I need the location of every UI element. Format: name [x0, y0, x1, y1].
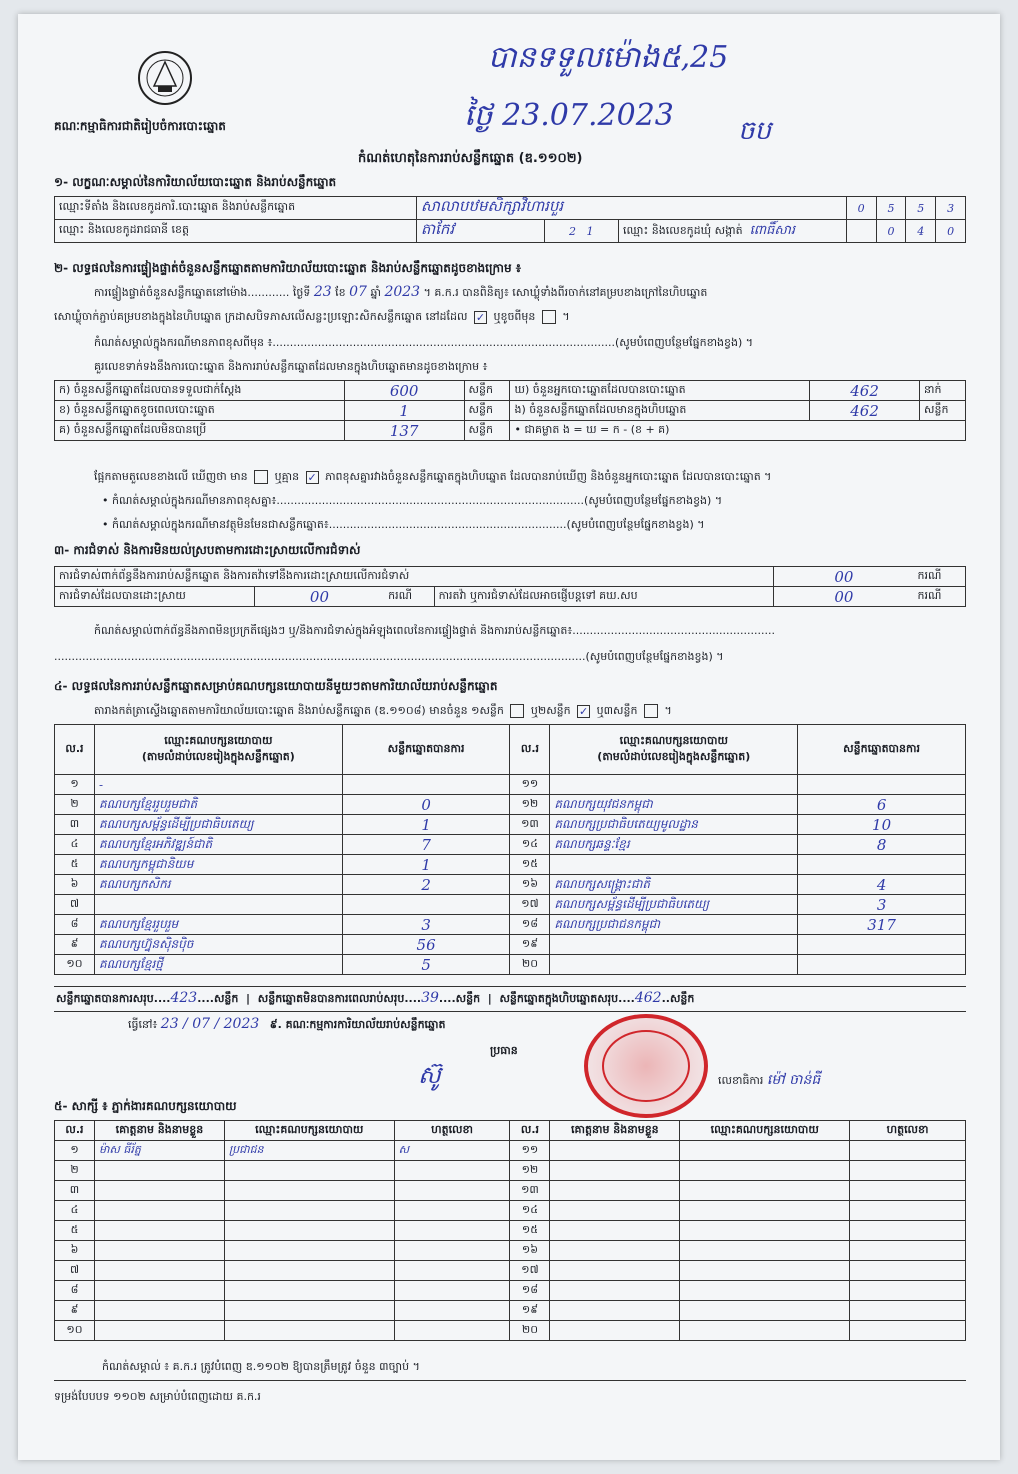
witness-name-field[interactable] [550, 1221, 680, 1241]
official-stamp-icon [584, 1014, 708, 1118]
table-row [55, 1221, 966, 1241]
row-number: ២០ [510, 1321, 550, 1341]
row-number: ១៣ [510, 1181, 550, 1201]
commune-label: ឈ្មោះ និងលេខកូដឃុំ សង្កាត់ ពោធិ៍សារ [619, 220, 847, 243]
witness-signature-field[interactable]: ស [394, 1141, 510, 1161]
witness-name-field[interactable] [94, 1261, 224, 1281]
row-number: ១៨ [510, 1281, 550, 1301]
witness-party-field[interactable] [680, 1241, 850, 1261]
row-number: ១៧ [510, 1261, 550, 1281]
row-number: ១០ [55, 955, 95, 975]
table-row [55, 915, 966, 935]
row-number: ១៦ [510, 875, 550, 895]
party-votes-field[interactable]: 2 [342, 875, 510, 895]
table-row [55, 775, 966, 795]
witness-party-field[interactable] [224, 1241, 394, 1261]
witness-signature-field[interactable] [394, 1221, 510, 1241]
party-votes-field[interactable]: 8 [798, 835, 966, 855]
secretary-name[interactable]: ម៉ៅ ចាន់ធី [766, 1072, 821, 1088]
witness-party-field[interactable] [680, 1301, 850, 1321]
party-votes-field[interactable]: 3 [798, 895, 966, 915]
witness-name-field[interactable] [94, 1161, 224, 1181]
witness-party-field[interactable] [224, 1201, 394, 1221]
row-number: ១១ [510, 1141, 550, 1161]
province-field[interactable]: តាកែវ [416, 220, 544, 243]
received-count[interactable]: 600 [344, 381, 464, 401]
row-number: ១ [55, 775, 95, 795]
location-label: ឈ្មោះទីតាំង និងលេខកូដការិ.បោះឆ្នោត និងរាប់សន្លឹកឆ្នោត [55, 197, 417, 220]
party-name-field[interactable]: គណបក្សហ្វ៊ុនស៊ិនប៉ិច [94, 935, 342, 955]
tally-sheet-line: តារាងកត់ត្រាស្ទើងឆ្នោតតាមការិយាល័យបោះឆ្នោត និងរាប់សន្លឹកឆ្នោត (ឌ.១១០៨) មានចំនួន ១សន្លឹក ឬ២សន្លឹក ✓ ឬ៣សន្លឹក ។ [94, 704, 672, 718]
witness-name-field[interactable] [550, 1201, 680, 1221]
witness-party-field[interactable] [224, 1321, 394, 1341]
row-number: ៧ [55, 895, 95, 915]
party-name-field[interactable]: គណបក្សឆន្ទៈខ្មែរ [550, 835, 798, 855]
province-code[interactable]: 2 1 [544, 220, 618, 243]
row-number: ១៥ [510, 855, 550, 875]
witness-party-field[interactable] [680, 1161, 850, 1181]
row-number: ១៩ [510, 935, 550, 955]
commune-field[interactable]: ពោធិ៍សារ [749, 222, 795, 238]
party-votes-field[interactable]: 10 [798, 815, 966, 835]
witness-signature-field[interactable] [850, 1321, 966, 1341]
party-votes-field[interactable] [342, 895, 510, 915]
party-votes-field[interactable]: 6 [798, 795, 966, 815]
province-label: ឈ្មោះ និងលេខកូដរាជធានី ខេត្ត [55, 220, 417, 243]
witness-name-field[interactable] [94, 1321, 224, 1341]
witness-party-field[interactable] [680, 1221, 850, 1241]
witness-signature-field[interactable] [850, 1301, 966, 1321]
witness-name-field[interactable] [550, 1281, 680, 1301]
row-number: ៥ [55, 855, 95, 875]
table-row [55, 1321, 966, 1341]
row-number: ១០ [55, 1321, 95, 1341]
section4-heading: ៤- លទ្ធផលនៃការរាប់សន្លឹកឆ្នោតសម្រាប់គណបក្សនយោបាយនីមួយៗតាមការិយាល័យរាប់សន្លឹកឆ្នោត [54, 679, 498, 693]
witness-signature-field[interactable] [394, 1281, 510, 1301]
witness-signature-field[interactable] [850, 1181, 966, 1201]
section2-heading: ២- លទ្ធផលនៃការផ្ទៀងផ្ទាត់ចំនួនសន្លឹកឆ្នោតតាមការិយាល័យបោះឆ្នោត និងរាប់សន្លឹកឆ្នោតដូចខាងក្រោម ៖ [54, 261, 522, 275]
witness-party-field[interactable] [224, 1261, 394, 1281]
witness-signature-field[interactable] [394, 1181, 510, 1201]
witness-name-field[interactable] [550, 1301, 680, 1321]
check-day[interactable]: 23 [313, 284, 332, 300]
row-number: ១៦ [510, 1241, 550, 1261]
table-row [55, 835, 966, 855]
received-note: បានទទួលម៉ោង៥,25 [488, 40, 729, 75]
party-votes-field[interactable]: 317 [798, 915, 966, 935]
party-name-field[interactable]: គណបក្សខ្មែររួបរួមជាតិ [94, 795, 342, 815]
witness-name-field[interactable] [550, 1181, 680, 1201]
party-votes-field[interactable]: 7 [342, 835, 510, 855]
witness-name-field[interactable] [94, 1201, 224, 1221]
location-code-digit[interactable]: 5 [906, 197, 936, 220]
chair-label: ប្រធាន [490, 1044, 518, 1057]
witness-party-field[interactable] [680, 1321, 850, 1341]
row-number: ៩ [55, 1301, 95, 1321]
forwarded-count[interactable]: 00 [774, 587, 914, 607]
one-sheet-checkbox[interactable] [510, 704, 524, 718]
row-number: ៨ [55, 1281, 95, 1301]
table-row [55, 1181, 966, 1201]
table-row [55, 1241, 966, 1261]
commune-code-digit[interactable]: 4 [906, 220, 936, 243]
row-number: ១២ [510, 1161, 550, 1181]
ballot-box-count[interactable]: 462 [810, 401, 920, 421]
party-votes-field[interactable] [798, 855, 966, 875]
location-code-digit[interactable]: 3 [936, 197, 966, 220]
party-name-field[interactable] [550, 855, 798, 875]
witness-party-field[interactable] [224, 1181, 394, 1201]
location-name-field[interactable]: សាលាបឋមសិក្សាវិហារបួរ [416, 197, 846, 220]
row-number: ៤ [55, 835, 95, 855]
total-in-box[interactable]: 462 [634, 990, 662, 1006]
spoiled-count[interactable]: 1 [344, 401, 464, 421]
party-name-field[interactable]: គណបក្សយុវជនកម្ពុជា [550, 795, 798, 815]
party-votes-field[interactable]: 4 [798, 875, 966, 895]
row-number: ១៨ [510, 915, 550, 935]
witness-signature-field[interactable] [850, 1261, 966, 1281]
witness-name-field[interactable]: ម៉ាស ធីរ័ត្ន [94, 1141, 224, 1161]
witness-signature-field[interactable] [394, 1321, 510, 1341]
row-number: ១៤ [510, 835, 550, 855]
witness-signature-field[interactable] [394, 1241, 510, 1261]
party-name-field[interactable]: គណបក្សប្រជាធិបតេយ្យមូលដ្ឋាន [550, 815, 798, 835]
row-number: ៩ [55, 935, 95, 955]
location-table [54, 196, 966, 243]
figures-intro: គួរលេខទាក់ទងនឹងការបោះឆ្នោត និងការរាប់សន្លឹកឆ្នោតដែលមានក្នុងហិបឆ្នោតមានដូចខាងក្រោម ៖ [94, 360, 488, 373]
figures-table: ក) ចំនួនសន្លឹកឆ្នោតដែលបានទទួលជាក់ស្តែង 600 សន្លឹក ឃ) ចំនួនអ្នកបោះឆ្នោតដែលបានបោះឆ្នោត 462 នាក់ ខ) ចំនួនសន្លឹកឆ្នោតខូចពេលបោះឆ្នោត 1 សន្លឹក ង) ចំនួនសន្លឹកឆ្នោតដែលមានក្នុងហិបឆ្នោត 462 សន្លឹក គ) ចំនួនសន្លឹកឆ្នោតដែលមិនបានប្រើ 137 សន្លឹក • ជាគម្លាត ង = ឃ = ក - (ខ + គ) [54, 380, 966, 441]
commune-code-digit [846, 220, 876, 243]
witness-party-field[interactable] [680, 1201, 850, 1221]
check-year[interactable]: 2023 [384, 284, 421, 300]
party-votes-field[interactable]: 1 [342, 855, 510, 875]
witness-note: កំណត់សម្គាល់ ៖ គ.ក.រ ត្រូវបំពេញ ឌ.១១០២ ឱ្យបានត្រឹមត្រូវ ចំនួន ៣ច្បាប់ ។ [102, 1360, 420, 1373]
results-table: ល.រ ឈ្មោះគណបក្សនយោបាយ (តាមលំដាប់លេខរៀងក្នុងសន្លឹកឆ្នោត) សន្លឹកឆ្នោតបានការ ល.រ ឈ្មោះគណបក្សនយោបាយ (តាមលំដាប់លេខរៀងក្នុងសន្លឹកឆ្នោត) សន្លឹកឆ្នោតបានការ ១ - ១១ ២ គណបក្សខ្មែររួបរួមជាតិ 0 ១២ គណបក្សយុវជនកម្ពុជា 6 ៣ គណបក្សសម្ព័ន្ធដើម្បីប្រជាធិបតេយ្យ 1 ១៣ គណបក្សប្រជាធិបតេយ្យមូលដ្ឋាន 10 ៤ គណបក្សខ្មែរអភិវឌ្ឍន៍ជាតិ 7 ១៤ គណបក្សឆន្ទៈខ្មែរ 8 ៥ គណបក្សកម្ពុជានិយម 1 ១៥ ៦ គណបក្សកសិករ 2 ១៦ គណបក្សសង្គ្រោះជាតិ 4 ៧ ១៧ គណបក្សសម្ព័ន្ធដើម្បីប្រជាធិបតេយ្យ 3 ៨ គណបក្សខ្មែររួបរួម 3 ១៨ គណបក្សប្រជាជនកម្ពុជា 317 ៩ គណបក្សហ្វ៊ុនស៊ិនប៉ិច 56 ១៩ ១០ គណបក្សខ្មែរថ្មី 5 ២០ [54, 724, 966, 975]
party-votes-field[interactable] [798, 775, 966, 795]
witness-name-field[interactable] [550, 1161, 680, 1181]
witness-party-field[interactable] [224, 1221, 394, 1241]
section2-para2: សោឃ្លុំចាក់ភ្ជាប់គម្របខាងក្នុងនៃហិបឆ្នោត ក្រដាសបិទភាសលើសន្លះប្រឡោះសិកសន្លឹកឆ្នោត នៅដដែល ✓ ឬខូចពីមុន ។ [54, 310, 570, 324]
table-row [55, 1301, 966, 1321]
totals-line: សន្លឹកឆ្នោតបានការសរុប....423....សន្លឹក | សន្លឹកឆ្នោតមិនបានការពេលរាប់សរុប....39....សន្លឹក | សន្លឹកឆ្នោតក្នុងហិបឆ្នោតសរុប....462..សន្លឹក [54, 986, 966, 1012]
form-title: កំណត់ហេតុនៃការរាប់សន្លឹកឆ្នោត (ឌ.១១០២) [358, 151, 583, 166]
damaged-checkbox[interactable] [542, 310, 556, 324]
unused-count[interactable]: 137 [344, 421, 464, 441]
section5-heading: ៥- សាក្សី ៖ ភ្នាក់ងារគណបក្សនយោបាយ [54, 1099, 237, 1113]
received-initials: ចប [738, 116, 772, 146]
party-name-field[interactable]: គណបក្សកសិករ [94, 875, 342, 895]
table-row [55, 795, 966, 815]
row-number: ១៣ [510, 815, 550, 835]
witness-name-field[interactable] [94, 1241, 224, 1261]
nec-logo-icon [136, 48, 194, 110]
party-votes-field[interactable] [342, 775, 510, 795]
complaints-table: ការជំទាស់ពាក់ព័ន្ធនឹងការរាប់សន្លឹកឆ្នោត និងការតវ៉ាទៅនឹងការដោះស្រាយលើការជំទាស់ 00 ករណី ការជំទាស់ដែលបានដោះស្រាយ 00 ករណី ការតវ៉ា ឬការជំទាស់ដែលអាចផ្ញើបន្តទៅ គឃ.សប 00 ករណី [54, 566, 966, 607]
chair-signature: ស៊ូ [418, 1061, 441, 1089]
witness-signature-field[interactable] [850, 1241, 966, 1261]
table-row [55, 955, 966, 975]
witness-name-field[interactable] [550, 1141, 680, 1161]
witness-party-field[interactable] [680, 1181, 850, 1201]
witness-signature-field[interactable] [850, 1201, 966, 1221]
done-line: ធ្វើនៅ៖ 23 / 07 / 2023 ៩. គណៈកម្មការការិយាល័យរាប់សន្លឹកឆ្នោត [128, 1016, 446, 1032]
commune-code-digit[interactable]: 0 [876, 220, 906, 243]
party-votes-field[interactable] [798, 935, 966, 955]
witness-signature-field[interactable] [394, 1161, 510, 1181]
party-name-field[interactable]: គណបក្សសង្គ្រោះជាតិ [550, 875, 798, 895]
location-code-digit[interactable]: 0 [846, 197, 876, 220]
party-votes-field[interactable] [798, 955, 966, 975]
party-name-field[interactable]: គណបក្សប្រជាជនកម្ពុជា [550, 915, 798, 935]
party-name-field[interactable] [550, 935, 798, 955]
voters-count[interactable]: 462 [810, 381, 920, 401]
row-number: ៦ [55, 875, 95, 895]
table-row [55, 875, 966, 895]
party-name-field[interactable] [550, 955, 798, 975]
table-row [55, 935, 966, 955]
form-footer: ទម្រង់បែបបទ ១១០២ សម្រាប់បំពេញដោយ គ.ក.រ [54, 1390, 261, 1403]
party-name-field[interactable]: គណបក្សខ្មែរថ្មី [94, 955, 342, 975]
bullet-difference: • កំណត់សម្គាល់ក្នុងករណីមានភាពខុសគ្នា៖........................................................................................(សូមបំពេញបន្ថែមផ្នែកខាងខ្វង) ។ [102, 494, 723, 507]
row-number: ២ [55, 795, 95, 815]
commune-code-digit[interactable]: 0 [936, 220, 966, 243]
location-code-digit[interactable]: 5 [876, 197, 906, 220]
three-sheet-checkbox[interactable] [644, 704, 658, 718]
party-name-field[interactable]: គណបក្សខ្មែររួបរួម [94, 915, 342, 935]
witness-signature-field[interactable] [850, 1141, 966, 1161]
secretary-line: លេខាធិការ ម៉ៅ ចាន់ធី [718, 1072, 821, 1088]
witness-table: ល.រ គោត្តនាម និងនាមខ្លួន ឈ្មោះគណបក្សនយោបាយ ហត្ថលេខា ល.រ គោត្តនាម និងនាមខ្លួន ឈ្មោះគណបក្សនយោបាយ ហត្ថលេខា ១ ម៉ាស ធីរ័ត្ន ប្រជាជន ស ១១ ២ ១២ ៣ ១៣ ៤ ១៤ ៥ ១៥ ៦ ១៦ ៧ ១៧ ៨ ១៨ ៩ ១៩ ១០ ២០ [54, 1120, 966, 1341]
witness-party-field[interactable] [680, 1141, 850, 1161]
witness-party-field[interactable] [224, 1161, 394, 1181]
witness-name-field[interactable] [94, 1281, 224, 1301]
row-number: ១១ [510, 775, 550, 795]
row-number: ១៩ [510, 1301, 550, 1321]
complaints-count[interactable]: 00 [774, 567, 914, 587]
row-number: ១ [55, 1141, 95, 1161]
witness-signature-field[interactable] [394, 1301, 510, 1321]
witness-party-field[interactable] [680, 1261, 850, 1281]
party-name-field[interactable]: គណបក្សសម្ព័ន្ធដើម្បីប្រជាធិបតេយ្យ [94, 815, 342, 835]
received-date: ថ្ងៃ 23.07.2023 [464, 98, 674, 133]
witness-name-field[interactable] [550, 1241, 680, 1261]
irregularity-note-tail: ........................................................................................................................................................(សូមបំពេញបន្ថែមផ្នែកខាងខ្វង) ។ [54, 650, 724, 663]
irregularity-note: កំណត់សម្គាល់ពាក់ព័ន្ធនឹងភាពមិនប្រក្រតីផ្សេងៗ ឬ/និងការជំទាស់ក្នុងអំឡុងពេលនៃការផ្ទៀងផ្ទាត់ និងការរាប់សន្លឹកឆ្នោត៖.......................................................... [94, 624, 776, 637]
row-number: ៣ [55, 1181, 95, 1201]
row-number: ១៤ [510, 1201, 550, 1221]
witness-signature-field[interactable] [394, 1201, 510, 1221]
row-number: ១២ [510, 795, 550, 815]
row-number: ២០ [510, 955, 550, 975]
row-number: ៣ [55, 815, 95, 835]
table-row [55, 1261, 966, 1281]
row-number: ១៧ [510, 895, 550, 915]
section2-para1: ការផ្ទៀងផ្ទាត់ចំនួនសន្លឹកឆ្នោតនៅម៉ោង............ ថ្ងៃទី 23 ខែ 07 ឆ្នាំ 2023 ។ គ.ក.រ បានពិនិត្យ៖ សោឃ្លុំទាំងពីរចាក់នៅគម្របខាងក្រៅនៃហិបឆ្នោត [94, 284, 708, 300]
witness-party-field[interactable] [224, 1281, 394, 1301]
row-number: ១៥ [510, 1221, 550, 1241]
row-number: ៧ [55, 1261, 95, 1281]
row-number: ៤ [55, 1201, 95, 1221]
witness-signature-field[interactable] [850, 1161, 966, 1181]
has-difference-checkbox[interactable] [254, 470, 268, 484]
party-name-field[interactable]: គណបក្សសម្ព័ន្ធដើម្បីប្រជាធិបតេយ្យ [550, 895, 798, 915]
difference-note: កំណត់សម្គាល់ក្នុងករណីមានភាពខុសពីមុន ៖..................................................................................................(សូមបំពេញបន្ថែមផ្នែកខាងខ្វង) ។ [94, 336, 754, 349]
difference-line: ផ្អែកតាមតួលេខខាងលើ ឃើញថា មាន ឬគ្មាន ✓ ភាពខុសគ្នារវាងចំនួនសន្លឹកឆ្នោតក្នុងហិបឆ្នោត ដែលបានរាប់ឃើញ និងចំនួនអ្នកបោះឆ្នោត ដែលបានបោះឆ្នោត ។ [94, 470, 772, 484]
section3-heading: ៣- ការជំទាស់ និងការមិនយល់ស្របតាមការដោះស្រាយលើការជំទាស់ [54, 543, 361, 557]
party-votes-field[interactable]: 5 [342, 955, 510, 975]
witness-signature-field[interactable] [850, 1221, 966, 1241]
check-month[interactable]: 07 [349, 284, 367, 300]
total-invalid[interactable]: 39 [421, 990, 439, 1006]
table-row [55, 815, 966, 835]
witness-name-field[interactable] [94, 1301, 224, 1321]
table-row [55, 1141, 966, 1161]
party-name-field[interactable] [550, 775, 798, 795]
witness-name-field[interactable] [550, 1321, 680, 1341]
bullet-foreign-object: • កំណត់សម្គាល់ក្នុងករណីមានវត្ថុមិនមែនជាសន្លឹកឆ្នោត៖....................................................................(សូមបំពេញបន្ថែមផ្នែកខាងខ្វង) ។ [102, 518, 705, 531]
party-name-field[interactable]: គណបក្សខ្មែរអភិវឌ្ឍន៍ជាតិ [94, 835, 342, 855]
table-row [55, 855, 966, 875]
witness-name-field[interactable] [550, 1261, 680, 1281]
form-page [18, 14, 1000, 1460]
same-checkbox[interactable]: ✓ [475, 310, 486, 324]
witness-signature-field[interactable] [850, 1281, 966, 1301]
witness-name-field[interactable] [94, 1221, 224, 1241]
party-votes-field[interactable]: 56 [342, 935, 510, 955]
party-votes-field[interactable]: 0 [342, 795, 510, 815]
row-number: ២ [55, 1161, 95, 1181]
table-row [55, 1161, 966, 1181]
row-number: ៦ [55, 1241, 95, 1261]
witness-party-field[interactable] [224, 1301, 394, 1321]
table-row [55, 895, 966, 915]
two-sheet-checkbox[interactable]: ✓ [579, 704, 589, 718]
party-name-field[interactable] [94, 895, 342, 915]
resolved-count[interactable]: 00 [254, 587, 384, 607]
table-row [55, 1201, 966, 1221]
witness-party-field[interactable]: ប្រជាជន [224, 1141, 394, 1161]
party-name-field[interactable]: - [94, 775, 342, 795]
party-votes-field[interactable]: 3 [342, 915, 510, 935]
done-date[interactable]: 23 / 07 / 2023 [160, 1016, 260, 1032]
party-name-field[interactable]: គណបក្សកម្ពុជានិយម [94, 855, 342, 875]
no-difference-checkbox[interactable]: ✓ [307, 470, 317, 484]
footer-divider [54, 1380, 966, 1381]
section1-heading: ១- លក្ខណៈសម្គាល់នៃការិយាល័យបោះឆ្នោត និងរាប់សន្លឹកឆ្នោត [54, 175, 337, 189]
party-votes-field[interactable]: 1 [342, 815, 510, 835]
witness-name-field[interactable] [94, 1181, 224, 1201]
row-number: ៨ [55, 915, 95, 935]
witness-party-field[interactable] [680, 1281, 850, 1301]
row-number: ៥ [55, 1221, 95, 1241]
total-valid[interactable]: 423 [170, 990, 198, 1006]
org-name: គណៈកម្មាធិការជាតិរៀបចំការបោះឆ្នោត [54, 119, 226, 133]
witness-signature-field[interactable] [394, 1261, 510, 1281]
table-row [55, 1281, 966, 1301]
